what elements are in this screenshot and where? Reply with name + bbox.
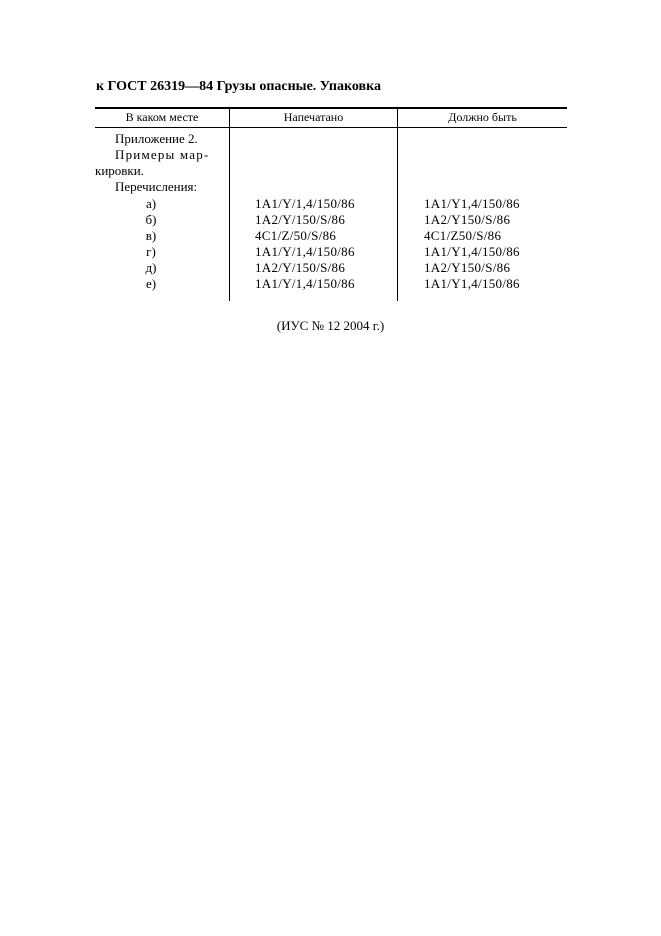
location-line: Приложение 2. xyxy=(115,131,198,146)
table-row xyxy=(95,228,567,244)
printed-value: 1A1/Y/1,4/150/86 xyxy=(255,276,355,291)
table-header-rule xyxy=(95,127,567,128)
errata-table xyxy=(95,107,567,301)
header-should-be: Должно быть xyxy=(448,110,517,124)
row-letter: д) xyxy=(145,260,157,275)
table-top-rule xyxy=(95,107,567,109)
table-row xyxy=(95,196,567,212)
printed-value: 1A2/Y/150/S/86 xyxy=(255,260,346,275)
table-row xyxy=(95,260,567,276)
row-letter: в) xyxy=(145,228,157,243)
printed-value: 1A2/Y/150/S/86 xyxy=(255,212,346,227)
location-line: кировки. xyxy=(95,163,144,178)
table-row xyxy=(95,276,567,292)
row-letter: а) xyxy=(145,196,157,211)
row-letter: г) xyxy=(146,244,156,259)
table-row xyxy=(95,244,567,260)
corrected-value: 1A1/Y1,4/150/86 xyxy=(424,276,520,291)
location-line: Примеры мар- xyxy=(115,147,210,162)
printed-value: 1A1/Y/1,4/150/86 xyxy=(255,244,355,259)
corrected-value: 1A1/Y1,4/150/86 xyxy=(424,196,520,211)
corrected-value: 4C1/Z50/S/86 xyxy=(424,228,502,243)
table-row xyxy=(95,212,567,228)
location-line: Перечисления: xyxy=(115,179,198,194)
source-note: (ИУС № 12 2004 г.) xyxy=(276,318,385,333)
row-letter: е) xyxy=(145,276,157,291)
corrected-value: 1A1/Y1,4/150/86 xyxy=(424,244,520,259)
printed-value: 1A1/Y/1,4/150/86 xyxy=(255,196,355,211)
header-printed: Напечатано xyxy=(283,110,344,124)
header-location: В каком месте xyxy=(125,110,199,124)
row-letter: б) xyxy=(145,212,157,227)
printed-value: 4C1/Z/50/S/86 xyxy=(255,228,337,243)
document-title: к ГОСТ 26319—84 Грузы опасные. Упаковка xyxy=(96,79,381,94)
corrected-value: 1A2/Y150/S/86 xyxy=(424,212,511,227)
corrected-value: 1A2/Y150/S/86 xyxy=(424,260,511,275)
